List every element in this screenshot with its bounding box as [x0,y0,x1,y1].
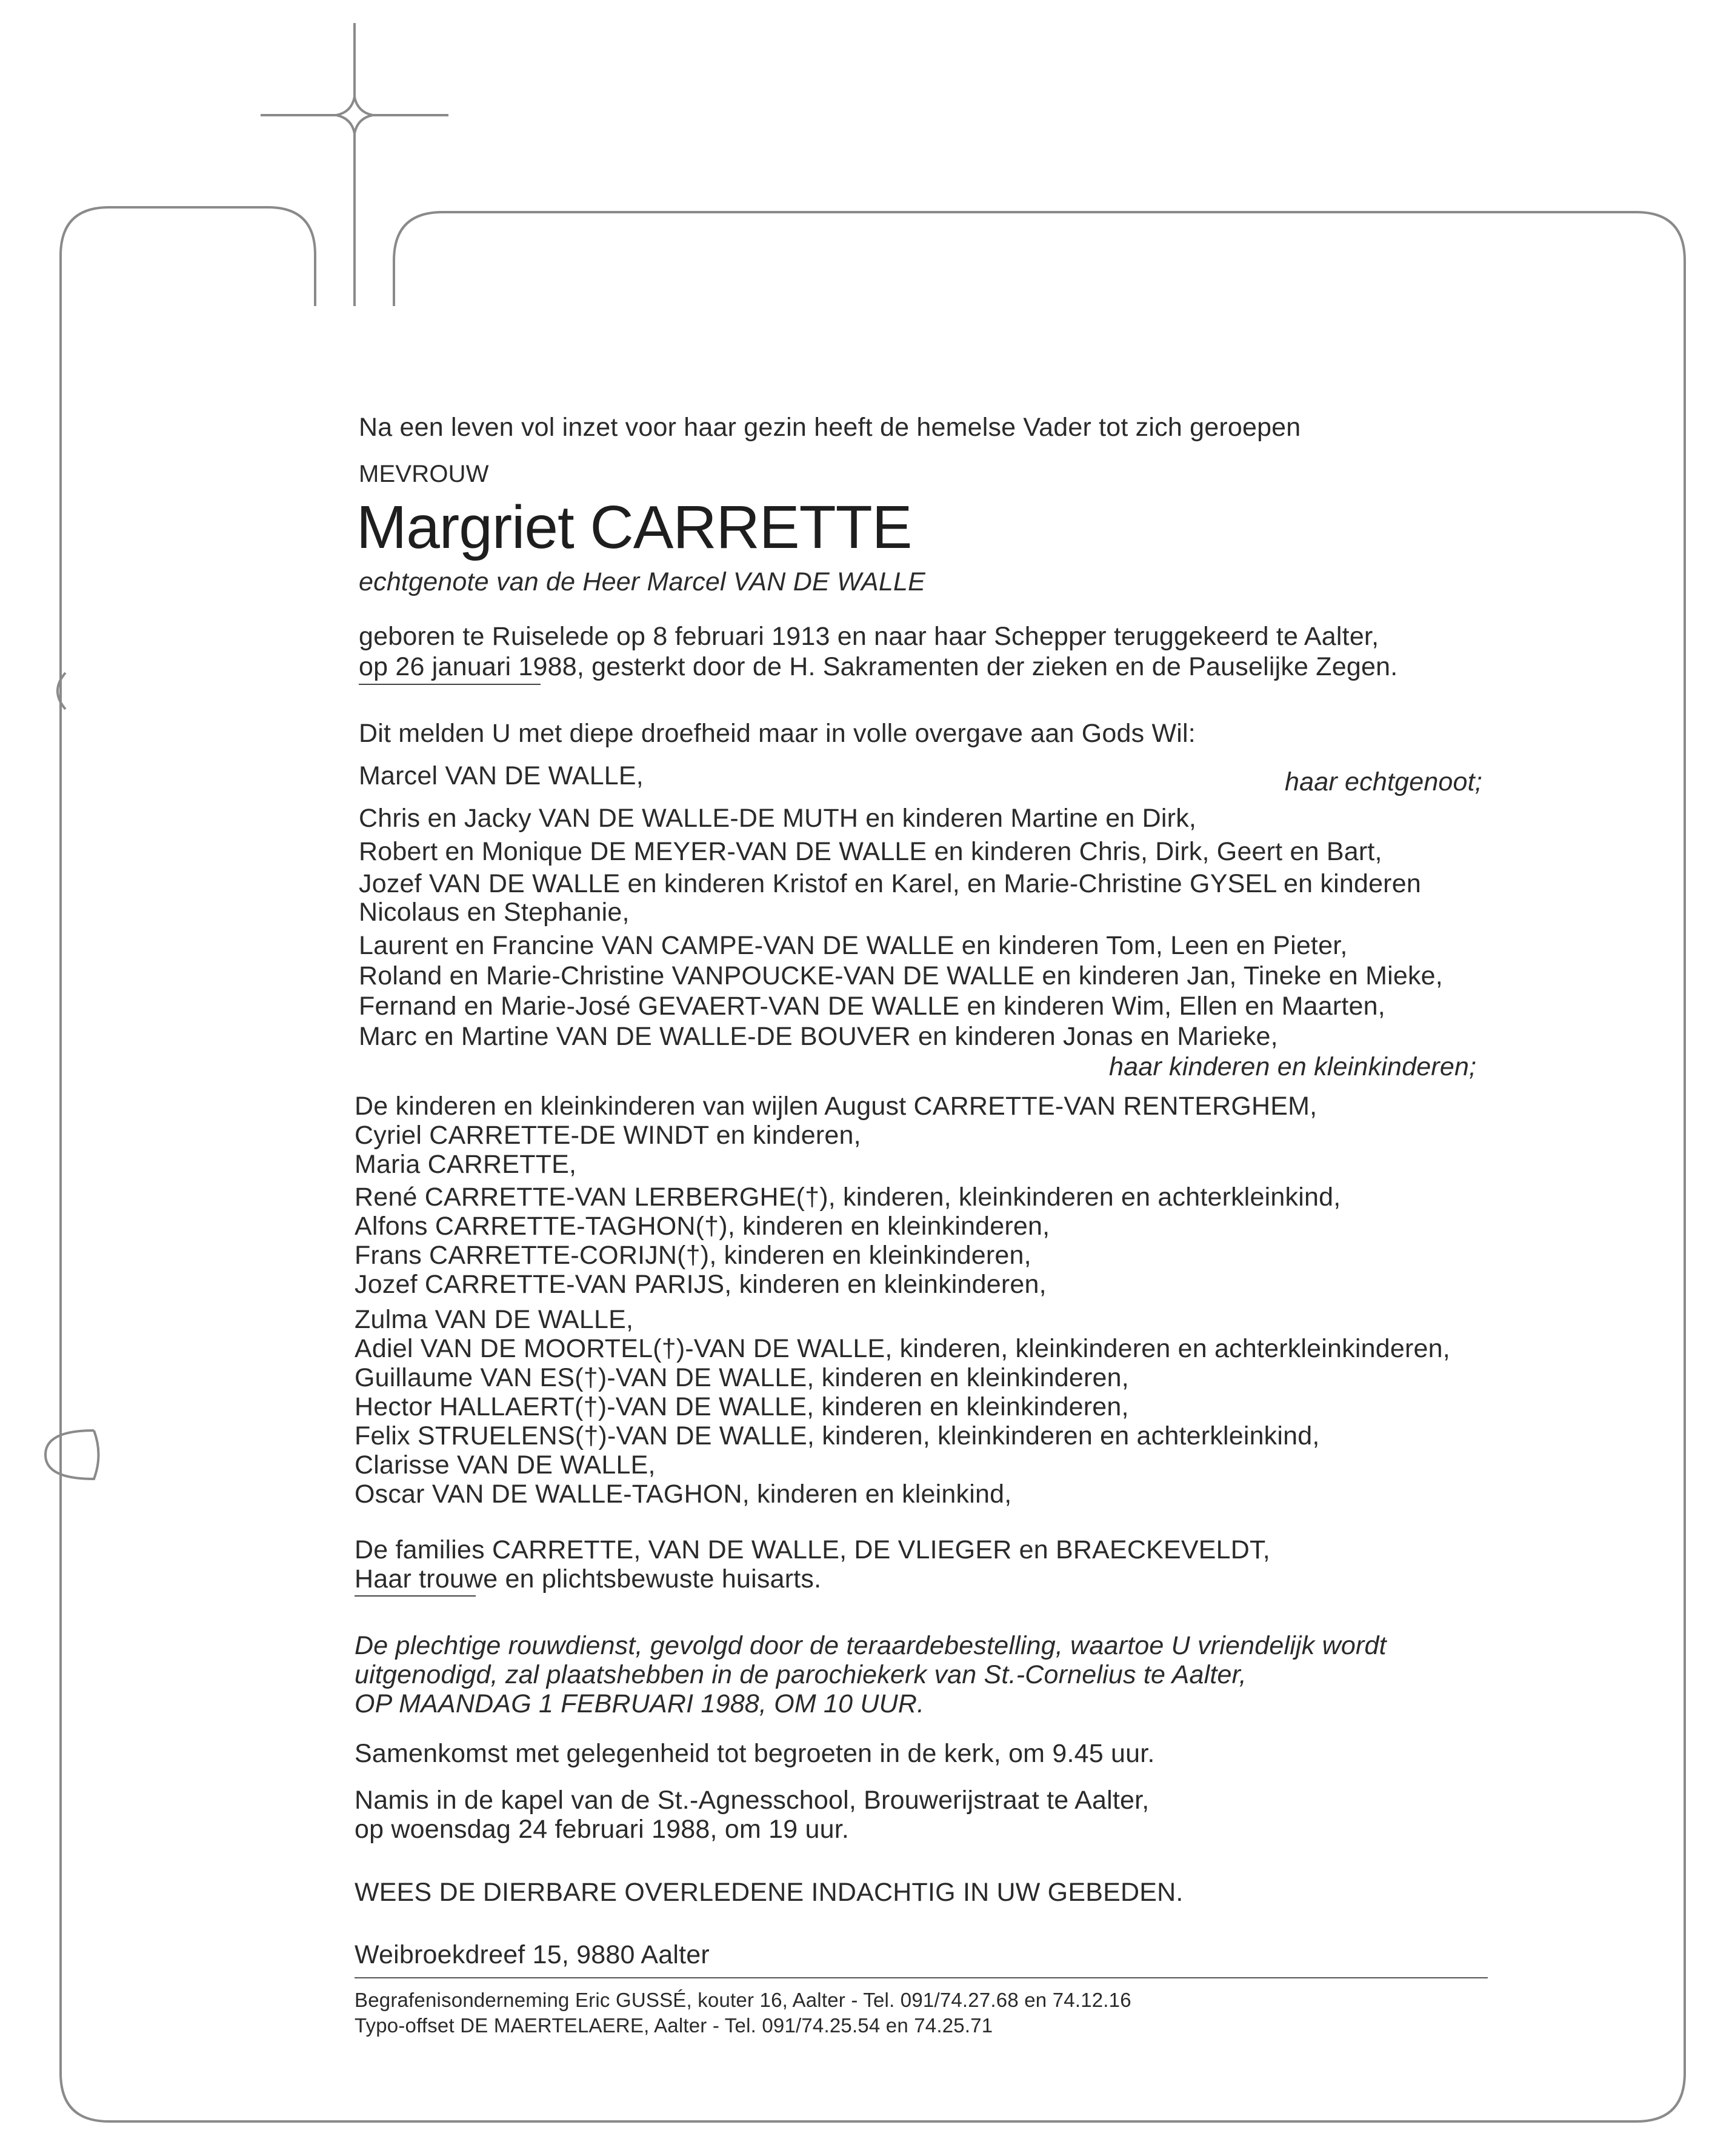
child-line: Nicolaus en Stephanie, [359,898,630,927]
death-date-underline [359,684,541,685]
relative-line: Oscar VAN DE WALLE-TAGHON, kinderen en kleinkind, [355,1480,1012,1509]
families-line: De families CARRETTE, VAN DE WALLE, DE VLIEGER en BRAECKEVELDT, [355,1535,1270,1564]
footer-rule [355,1977,1488,1978]
address-line: Weibroekdreef 15, 9880 Aalter [355,1940,710,1969]
doctor-line: Haar trouwe en plichtsbewuste huisarts. [355,1564,822,1594]
relative-line: De kinderen en kleinkinderen van wijlen August CARRETTE-VAN RENTERGHEM, [355,1092,1317,1121]
service-line: De plechtige rouwdienst, gevolgd door de teraardebestelling, waartoe U vriendelijk wordt [355,1631,1387,1660]
footer-printer: Typo-offset DE MAERTELAERE, Aalter - Tel. 091/74.25.54 en 74.25.71 [355,2014,993,2037]
death-line: op 26 januari 1988, gesterkt door de H. Sakramenten der zieken en de Pauselijke Zegen. [359,652,1398,681]
deceased-name: Margriet CARRETTE [356,493,912,561]
children-role: haar kinderen en kleinkinderen; [1109,1052,1477,1081]
relative-line: Felix STRUELENS(†)-VAN DE WALLE, kinderen, kleinkinderen en achterkleinkind, [355,1421,1320,1450]
child-line: Fernand en Marie-José GEVAERT-VAN DE WALLE en kinderen Wim, Ellen en Maarten, [359,992,1385,1021]
child-line: Roland en Marie-Christine VANPOUCKE-VAN DE WALLE en kinderen Jan, Tineke en Mieke, [359,961,1443,990]
child-line: Marc en Martine VAN DE WALLE-DE BOUVER en kinderen Jonas en Marieke, [359,1022,1278,1051]
relative-line: Guillaume VAN ES(†)-VAN DE WALLE, kinderen en kleinkinderen, [355,1363,1129,1392]
relative-line: Jozef CARRETTE-VAN PARIJS, kinderen en kleinkinderen, [355,1270,1047,1299]
relative-line: Cyriel CARRETTE-DE WINDT en kinderen, [355,1121,861,1150]
intro-text: Na een leven vol inzet voor haar gezin heeft de hemelse Vader tot zich geroepen [359,413,1301,442]
relative-line: Adiel VAN DE MOORTEL(†)-VAN DE WALLE, kinderen, kleinkinderen en achterkleinkinderen, [355,1334,1450,1363]
gathering-line: Samenkomst met gelegenheid tot begroeten in de kerk, om 9.45 uur. [355,1739,1155,1768]
footer-undertaker: Begrafenisonderneming Eric GUSSÉ, kouter 16, Aalter - Tel. 091/74.27.68 en 74.12.16 [355,1989,1131,2011]
binder-hole-bottom [45,1430,99,1479]
child-line: Laurent en Francine VAN CAMPE-VAN DE WALLE en kinderen Tom, Leen en Pieter, [359,931,1348,960]
announcement: Dit melden U met diepe droefheid maar in volle overgave aan Gods Wil: [359,719,1196,748]
spouse-line: echtgenote van de Heer Marcel VAN DE WALLE [359,567,925,596]
doctor-underline [355,1595,476,1597]
service-line: uitgenodigd, zal plaatshebben in de parochiekerk van St.-Cornelius te Aalter, [355,1660,1247,1689]
child-line: Robert en Monique DE MEYER-VAN DE WALLE en kinderen Chris, Dirk, Geert en Bart, [359,837,1382,866]
relative-line: Alfons CARRETTE-TAGHON(†), kinderen en kleinkinderen, [355,1212,1050,1241]
service-date: OP MAANDAG 1 FEBRUARI 1988, OM 10 UUR. [355,1689,925,1718]
relative-line: Zulma VAN DE WALLE, [355,1305,634,1334]
relative-line: Hector HALLAERT(†)-VAN DE WALLE, kinderen en kleinkinderen, [355,1392,1129,1421]
spouse-role: haar echtgenoot; [1285,767,1482,796]
cross-icon [261,23,448,306]
title-prefix: MEVROUW [359,461,489,487]
relative-line: René CARRETTE-VAN LERBERGHE(†), kinderen, kleinkinderen en achterkleinkind, [355,1183,1341,1212]
relative-line: Frans CARRETTE-CORIJN(†), kinderen en kleinkinderen, [355,1241,1031,1270]
remembrance-line: WEES DE DIERBARE OVERLEDENE INDACHTIG IN UW GEBEDEN. [355,1878,1184,1907]
spouse-name: Marcel VAN DE WALLE, [359,761,644,790]
relative-line: Clarisse VAN DE WALLE, [355,1450,656,1480]
child-line: Chris en Jacky VAN DE WALLE-DE MUTH en kinderen Martine en Dirk, [359,804,1197,833]
relative-line: Maria CARRETTE, [355,1150,577,1179]
namis-line: Namis in de kapel van de St.-Agnesschool, Brouwerijstraat te Aalter, [355,1786,1150,1815]
birth-line: geboren te Ruiselede op 8 februari 1913 en naar haar Schepper teruggekeerd te Aalter, [359,622,1379,651]
namis-line: op woensdag 24 februari 1988, om 19 uur. [355,1815,850,1844]
child-line: Jozef VAN DE WALLE en kinderen Kristof en Karel, en Marie-Christine GYSEL en kinderen [359,869,1421,898]
